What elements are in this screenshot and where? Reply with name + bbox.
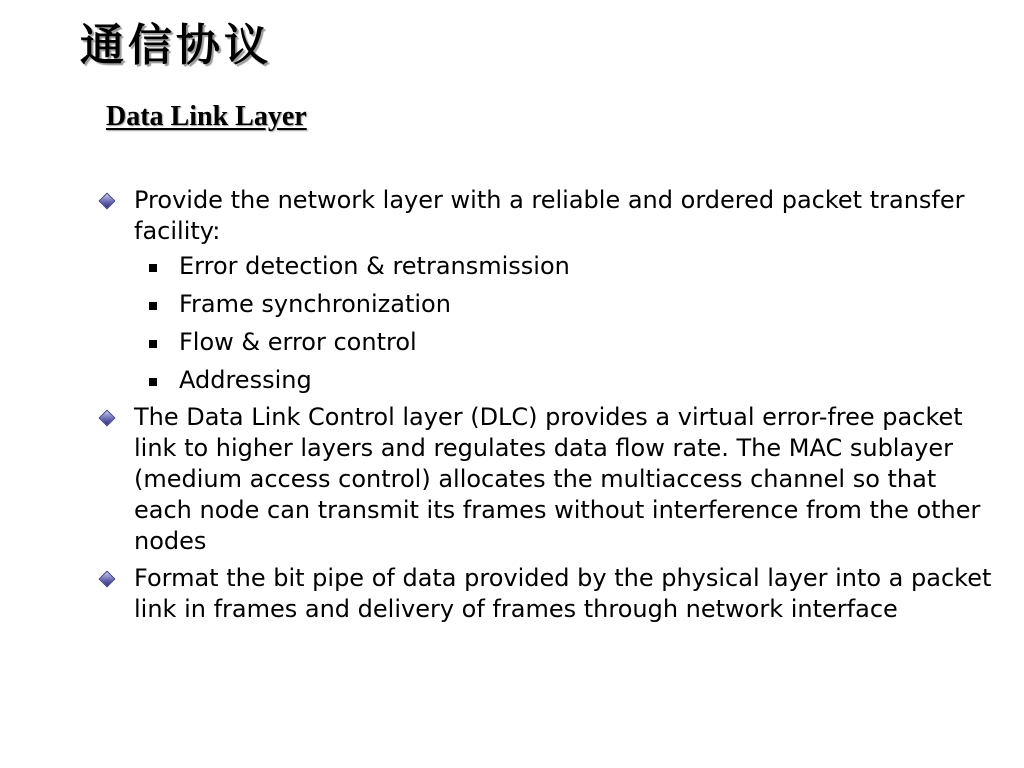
square-bullet-icon bbox=[149, 340, 157, 348]
diamond-bullet-icon bbox=[99, 193, 116, 210]
diamond-bullet-icon bbox=[99, 571, 116, 588]
bullet-item bbox=[98, 402, 998, 557]
sub-bullet-list bbox=[134, 251, 998, 396]
sub-bullet-text: Error detection & retransmission bbox=[179, 252, 570, 280]
bullet-text: Format the bit pipe of data provided by the physical layer into a packet link in frames and delivery of frames through network interface bbox=[134, 564, 992, 623]
sub-bullet-item bbox=[134, 251, 998, 282]
sub-bullet-text: Flow & error control bbox=[179, 328, 417, 356]
sub-bullet-item bbox=[134, 289, 998, 320]
sub-bullet-text: Addressing bbox=[179, 366, 312, 394]
sub-bullet-item bbox=[134, 327, 998, 358]
diamond-bullet-icon bbox=[99, 410, 116, 427]
bullet-item bbox=[98, 563, 998, 625]
slide-title: 通信协议 bbox=[80, 20, 272, 71]
sub-bullet-text: Frame synchronization bbox=[179, 290, 451, 318]
square-bullet-icon bbox=[149, 378, 157, 386]
square-bullet-icon bbox=[149, 264, 157, 272]
square-bullet-icon bbox=[149, 302, 157, 310]
bullet-text: The Data Link Control layer (DLC) provides a virtual error-free packet link to higher layers and regulates data flow rate. The MAC sublayer (medium access control) allocates the multiaccess channel so that each node can transmit its frames without interference from the other nodes bbox=[134, 403, 981, 555]
bullet-list bbox=[98, 185, 998, 631]
bullet-item bbox=[98, 185, 998, 396]
bullet-text: Provide the network layer with a reliable and ordered packet transfer facility: bbox=[134, 186, 965, 245]
slide-subtitle: Data Link Layer bbox=[106, 101, 307, 132]
sub-bullet-item bbox=[134, 365, 998, 396]
